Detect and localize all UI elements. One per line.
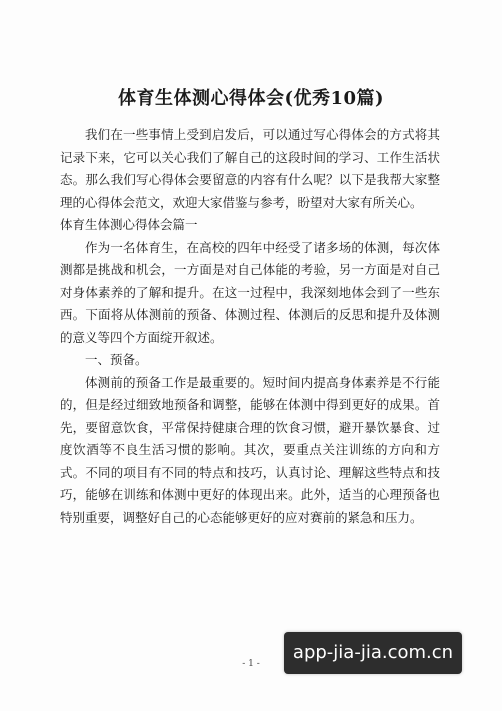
- watermark-badge: app-jia-jia.com.cn: [284, 632, 462, 674]
- document-title: 体育生体测心得体会(优秀10篇): [117, 88, 385, 109]
- page-number: - 1 -: [242, 659, 260, 669]
- intro-paragraph: 我们在一些事情上受到启发后，可以通过写心得体会的方式将其记录下来，它可以关心我们了解自己的这段时间的学习、工作生活状态。那么我们写心得体会要留意的内容有什么呢？以下是我帮大家整理的心得体会范文，欢迎大家借鉴与参考，盼望对大家有所关心。: [60, 127, 440, 210]
- section-paragraph: 作为一名体育生，在高校的四年中经受了诸多场的体测，每次体测都是挑战和机会，一方面是对自己体能的考验，另一方面是对自己对身体素养的了解和提升。在这一过程中，我深刻地体会到了一些东西。下面将从体测前的预备、体测过程、体测后的反思和提升及体测的意义等四个方面绽开叙述。: [60, 239, 440, 345]
- subheading: 一、预备。: [85, 352, 148, 367]
- section-heading: 体育生体测心得体会篇一: [60, 217, 198, 232]
- document-body: [60, 124, 440, 529]
- section-paragraph-2: 体测前的预备工作是最重要的。短时间内提高身体素养是不行能的，但是经过细致地预备和调整，能够在体测中得到更好的成果。首先，要留意饮食，平常保持健康合理的饮食习惯，避开暴饮暴食、过度饮酒等不良生活习惯的影响。其次，要重点关注训练的方向和方式。不同的项目有不同的特点和技巧，认真讨论、理解这些特点和技巧，能够在训练和体测中更好的体现出来。此外，适当的心理预备也特别重要，调整好自己的心态能够更好的应对赛前的紧急和压力。: [60, 374, 440, 525]
